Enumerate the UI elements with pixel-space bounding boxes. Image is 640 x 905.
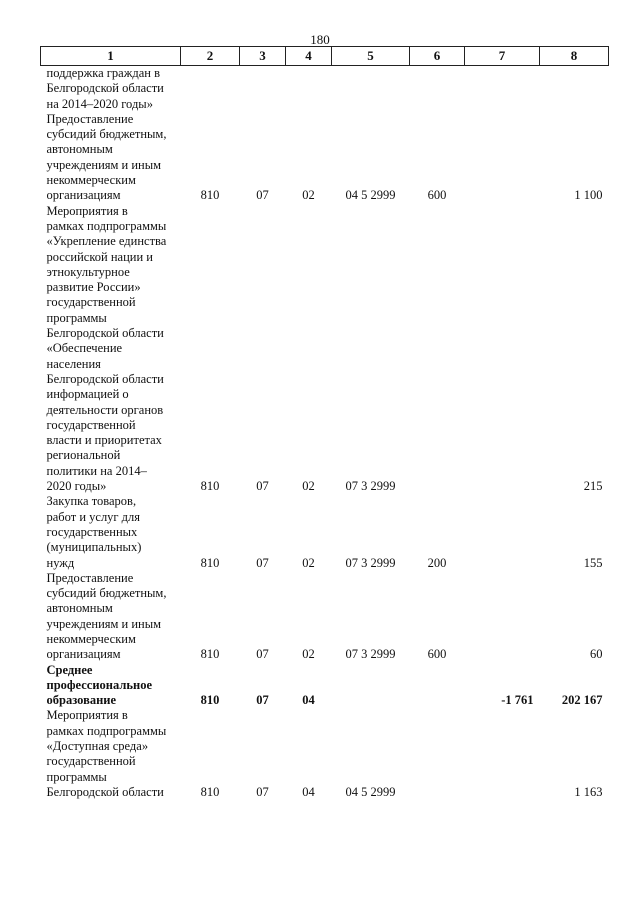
- target-article-code: 07 3 2999: [345, 647, 396, 662]
- chapter-code: 810: [200, 555, 220, 570]
- row-description: [41, 571, 181, 663]
- chapter-code: 810: [200, 693, 220, 708]
- section-code: 07: [256, 555, 269, 570]
- total-amount: 215: [583, 479, 603, 494]
- description-line: программы: [46, 769, 107, 784]
- description-line: рамках подпрограммы: [46, 218, 167, 233]
- column-header-6: 6: [410, 47, 465, 66]
- expense-type-code: 200: [427, 555, 447, 570]
- subsection-code: 04: [302, 693, 315, 708]
- description-line: организациям: [46, 647, 121, 662]
- change-amount: [465, 708, 540, 800]
- row-description: [41, 112, 181, 204]
- target-article-code: 04 5 2999: [345, 784, 396, 799]
- target-article-code: 07 3 2999: [345, 555, 396, 570]
- description-line: Мероприятия в: [46, 708, 128, 723]
- description-line: автономным: [46, 142, 113, 157]
- description-line: программы: [46, 310, 107, 325]
- section-code: [240, 66, 286, 112]
- table-body: [41, 66, 609, 801]
- description-line: на 2014–2020 годы»: [46, 96, 153, 111]
- budget-table: [40, 46, 609, 800]
- row-description: [41, 663, 181, 709]
- description-line: субсидий бюджетным,: [46, 586, 167, 601]
- subsection-code: 02: [302, 555, 315, 570]
- subsection-code: 02: [302, 479, 315, 494]
- target-article-code: 04 5 2999: [345, 188, 396, 203]
- column-header-1: 1: [41, 47, 181, 66]
- description-line: автономным: [46, 601, 113, 616]
- description-line: государственной: [46, 295, 136, 310]
- row-description: [41, 708, 181, 800]
- total-amount: [540, 66, 609, 112]
- expense-type-code: 600: [427, 188, 447, 203]
- description-line: власти и приоритетах: [46, 433, 162, 448]
- description-line: «Укрепление единства: [46, 234, 167, 249]
- description-line: Белгородской области: [46, 371, 164, 386]
- change-amount: [465, 66, 540, 112]
- subsection-code: 02: [302, 188, 315, 203]
- row-description: [41, 66, 181, 112]
- description-line: «Доступная среда»: [46, 739, 149, 754]
- section-code: 07: [256, 693, 269, 708]
- description-line: российской нации и: [46, 249, 153, 264]
- total-amount: 1 100: [574, 188, 603, 203]
- row-description: [41, 204, 181, 495]
- description-line: работ и услуг для: [46, 509, 141, 524]
- total-amount: 155: [583, 555, 603, 570]
- column-header-4: 4: [286, 47, 332, 66]
- section-code: 07: [256, 479, 269, 494]
- description-line: Предоставление: [46, 111, 134, 126]
- change-amount: [465, 571, 540, 663]
- description-line: (муниципальных): [46, 540, 142, 555]
- change-amount: [465, 204, 540, 495]
- subsection-code: [286, 66, 332, 112]
- table-row: [41, 204, 609, 495]
- chapter-code: [181, 66, 240, 112]
- subsection-code: 04: [302, 784, 315, 799]
- description-line: Белгородской области: [46, 784, 164, 799]
- target-article-code: [332, 663, 410, 709]
- target-article-code: [332, 66, 410, 112]
- description-line: некоммерческим: [46, 173, 136, 188]
- description-line: Среднее: [46, 662, 93, 677]
- column-header-5: 5: [332, 47, 410, 66]
- section-code: 07: [256, 188, 269, 203]
- chapter-code: 810: [200, 188, 220, 203]
- table-row: [41, 112, 609, 204]
- table-row: [41, 663, 609, 709]
- total-amount: 1 163: [574, 784, 603, 799]
- description-line: учреждениям и иным: [46, 157, 162, 172]
- description-line: учреждениям и иным: [46, 616, 162, 631]
- target-article-code: 07 3 2999: [345, 479, 396, 494]
- chapter-code: 810: [200, 647, 220, 662]
- description-line: образование: [46, 693, 117, 708]
- row-description: [41, 494, 181, 570]
- table-row: [41, 494, 609, 570]
- description-line: развитие России»: [46, 280, 141, 295]
- expense-type-code: [410, 663, 465, 709]
- expense-type-code: 600: [427, 647, 447, 662]
- description-line: государственных: [46, 524, 138, 539]
- change-amount: -1 761: [501, 693, 534, 708]
- chapter-code: 810: [200, 479, 220, 494]
- description-line: населения: [46, 356, 101, 371]
- description-line: «Обеспечение: [46, 341, 123, 356]
- expense-type-code: [410, 66, 465, 112]
- description-line: Закупка товаров,: [46, 494, 137, 509]
- description-line: нужд: [46, 555, 75, 570]
- total-amount: 60: [590, 647, 603, 662]
- description-line: 2020 годы»: [46, 479, 107, 494]
- expense-type-code: [410, 204, 465, 495]
- description-line: Мероприятия в: [46, 203, 128, 218]
- section-code: 07: [256, 784, 269, 799]
- description-line: субсидий бюджетным,: [46, 127, 167, 142]
- description-line: информацией о: [46, 387, 129, 402]
- description-line: Предоставление: [46, 570, 134, 585]
- section-code: 07: [256, 647, 269, 662]
- description-line: этнокультурное: [46, 264, 130, 279]
- description-line: региональной: [46, 448, 121, 463]
- expense-type-code: [410, 708, 465, 800]
- description-line: рамках подпрограммы: [46, 723, 167, 738]
- description-line: политики на 2014–: [46, 463, 147, 478]
- description-line: организациям: [46, 188, 121, 203]
- column-header-2: 2: [181, 47, 240, 66]
- description-line: деятельности органов: [46, 402, 164, 417]
- column-header-8: 8: [540, 47, 609, 66]
- description-line: некоммерческим: [46, 631, 136, 646]
- description-line: поддержка граждан в: [46, 66, 160, 80]
- change-amount: [465, 494, 540, 570]
- subsection-code: 02: [302, 647, 315, 662]
- page-number: 180: [310, 32, 330, 47]
- total-amount: 202 167: [561, 693, 603, 708]
- description-line: Белгородской области: [46, 326, 164, 341]
- description-line: государственной: [46, 417, 136, 432]
- description-line: профессиональное: [46, 677, 152, 692]
- table-row: [41, 66, 609, 112]
- table-row: [41, 708, 609, 800]
- chapter-code: 810: [200, 784, 220, 799]
- description-line: государственной: [46, 754, 136, 769]
- header-row: [41, 47, 609, 66]
- column-header-3: 3: [240, 47, 286, 66]
- change-amount: [465, 112, 540, 204]
- description-line: Белгородской области: [46, 81, 164, 96]
- column-header-7: 7: [465, 47, 540, 66]
- table-row: [41, 571, 609, 663]
